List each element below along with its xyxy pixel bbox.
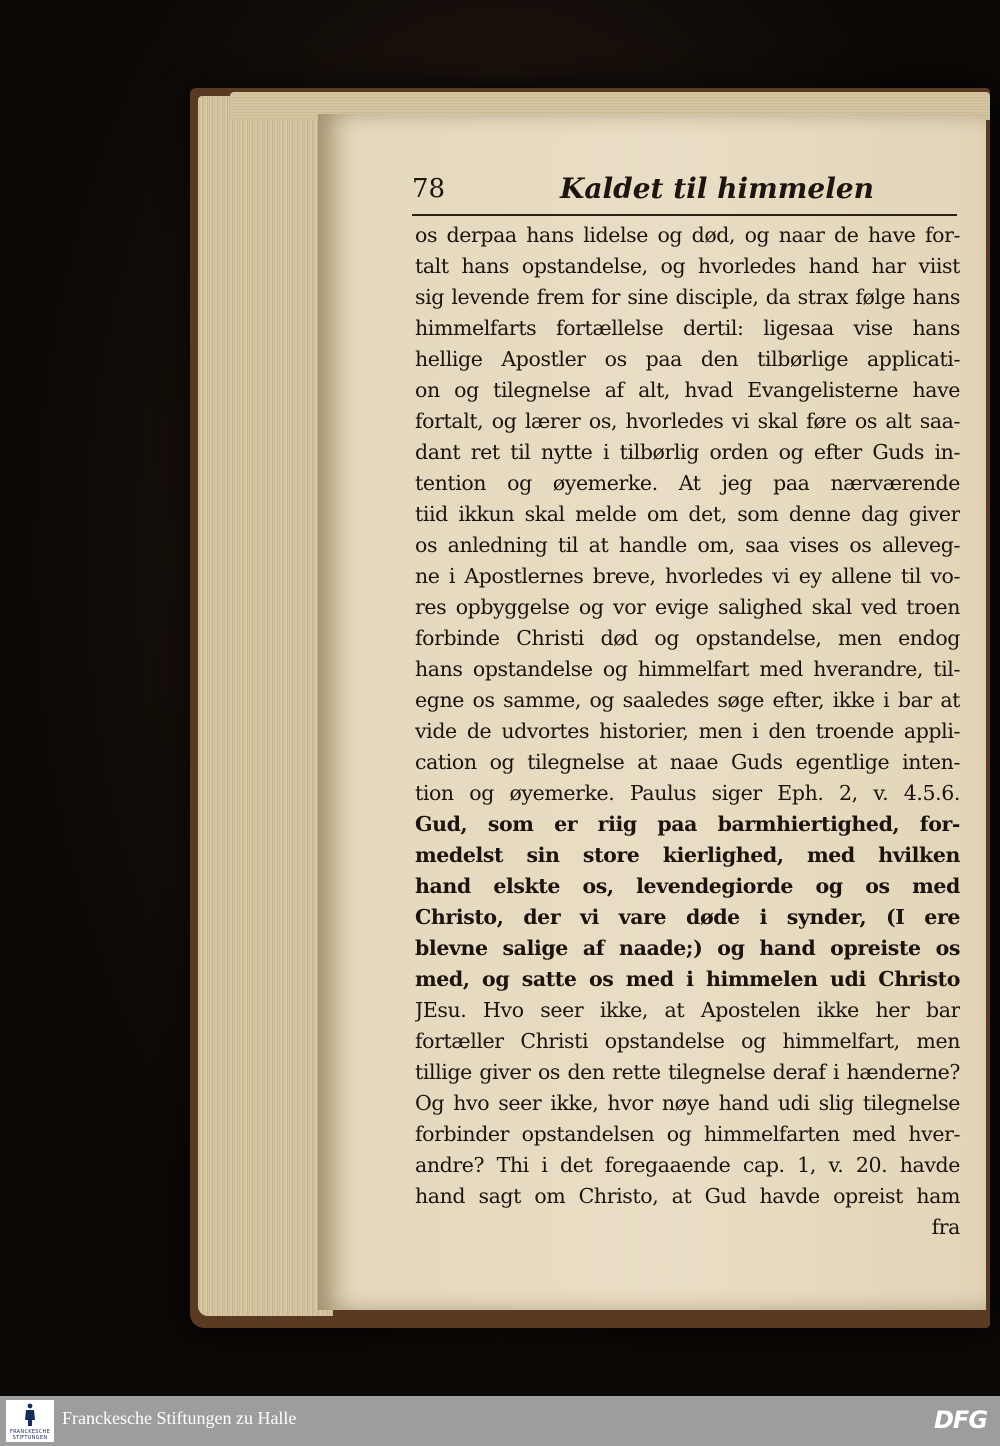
text-line: fortalt, og lærer os, hvorledes vi skal føre os alt saa- [415,409,960,433]
text-line: fortæller Christi opstandelse og himmelfart, men [415,1029,960,1053]
franckesche-stiftungen-logo[interactable] [6,1400,54,1442]
logo-text-line1: FRANCKESCHE [9,1429,51,1435]
text-line: JEsu. Hvo seer ikke, at Apostelen ikke her bar [415,998,960,1022]
text-line: ne i Apostlernes breve, hvorledes vi ey allene til vo- [415,564,960,588]
page-number: 78 [412,174,446,204]
text-line: forbinder opstandelsen og himmelfarten med hver- [415,1122,960,1146]
text-line: tillige giver os den rette tilegnelse deraf i hænderne? [415,1060,960,1084]
text-line: tention og øyemerke. At jeg paa nærværende [415,471,960,495]
text-line: on og tilegnelse af alt, hvad Evangelisterne have [415,378,960,402]
text-line: Christo, der vi vare døde i synder, (I ere [415,905,960,929]
text-line: egne os samme, og saaledes søge efter, ikke i bar at [415,688,960,712]
text-line: hand sagt om Christo, at Gud havde opreist ham [415,1184,960,1208]
running-head: Kaldet til himmelen [560,172,875,205]
text-line: hellige Apostler os paa den tilbørlige applicati- [415,347,960,371]
statue-icon [23,1403,37,1427]
text-line: res opbyggelse og vor evige salighed skal ved troen [415,595,960,619]
text-line: andre? Thi i det foregaaende cap. 1, v. 20. havde [415,1153,960,1177]
text-line: Gud, som er riig paa barmhiertighed, for- [415,812,960,836]
text-line: talt hans opstandelse, og hvorledes hand har viist [415,254,960,278]
text-line: med, og satte os med i himmelen udi Christo [415,967,960,991]
text-line: forbinde Christi død og opstandelse, men endog [415,626,960,650]
footer-bar [0,1396,1000,1446]
text-line: blevne salige af naade;) og hand opreiste os [415,936,960,960]
text-line: himmelfarts fortællelse dertil: ligesaa vise hans [415,316,960,340]
text-line: dant ret til nytte i tilbørlig orden og efter Guds in- [415,440,960,464]
text-line: tion og øyemerke. Paulus siger Eph. 2, v. 4.5.6. [415,781,960,805]
text-line: fra [931,1215,960,1239]
page-header [412,170,957,216]
institution-name: Franckesche Stiftungen zu Halle [62,1408,297,1428]
page-edges [198,96,333,1316]
text-line: sig levende frem for sine disciple, da strax følge hans [415,285,960,309]
text-line: os anledning til at handle om, saa vises os alleveg- [415,533,960,557]
text-line: os derpaa hans lidelse og død, og naar de have for- [415,223,960,247]
text-line: tiid ikkun skal melde om det, som denne dag giver [415,502,960,526]
logo-text-line2: STIFTUNGEN [12,1435,48,1441]
text-line: hand elskte os, levendegiorde og os med [415,874,960,898]
text-line: vide de udvortes historier, men i den troende appli- [415,719,960,743]
text-line: hans opstandelse og himmelfart med hverandre, til- [415,657,960,681]
text-line: cation og tilegnelse at naae Guds egentlige inten- [415,750,960,774]
page-text-block [415,220,960,1243]
dfg-logo[interactable]: DFG [934,1406,988,1434]
text-line: medelst sin store kierlighed, med hvilken [415,843,960,867]
text-line: Og hvo seer ikke, hvor nøye hand udi slig tilegnelse [415,1091,960,1115]
